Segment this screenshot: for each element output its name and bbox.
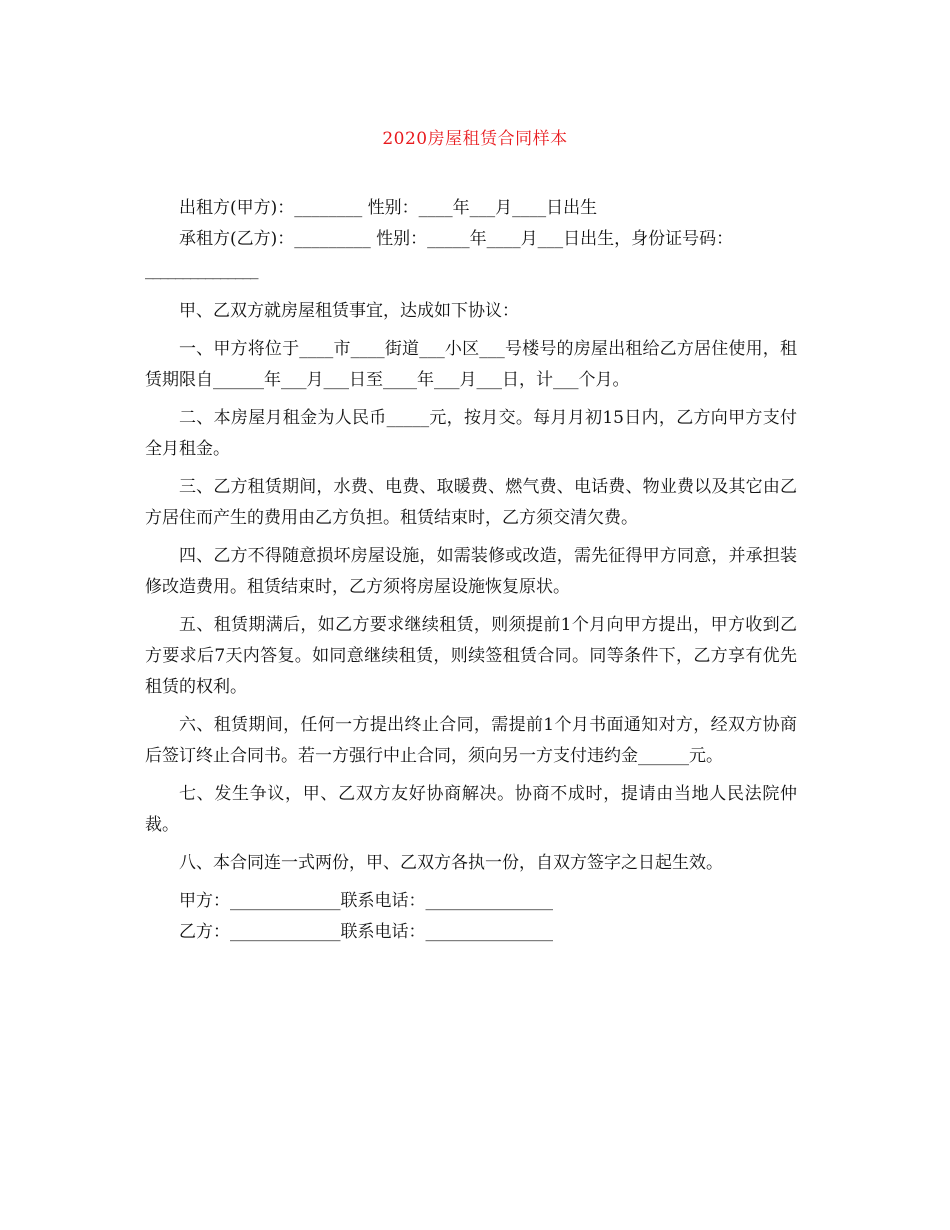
- clause-2: 二、本房屋月租金为人民币_____元，按月交。每月月初15日内，乙方向甲方支付全月租金。: [145, 408, 797, 459]
- party-b-line: 承租方(乙方)：_________ 性别：_____年____月___日出生，身份证号码：: [179, 229, 734, 249]
- contract-body: [145, 193, 797, 948]
- signature-party-a: 甲方：_____________联系电话：_______________: [179, 891, 553, 911]
- clause-5: 五、租赁期满后，如乙方要求继续租赁，则须提前1个月向甲方提出，甲方收到乙方要求后7天内答复。如同意继续租赁，则续签租赁合同。同等条件下，乙方享有优先租赁的权利。: [145, 615, 797, 697]
- contract-intro: 甲、乙双方就房屋租赁事宜，达成如下协议：: [179, 301, 519, 321]
- clause-6: 六、租赁期间，任何一方提出终止合同，需提前1个月书面通知对方，经双方协商后签订终止合同书。若一方强行中止合同，须向另一方支付违约金______元。: [145, 715, 797, 766]
- party-a-line: 出租方(甲方)：________ 性别：____年___月____日出生: [179, 198, 598, 218]
- clause-4: 四、乙方不得随意损坏房屋设施，如需装修或改造，需先征得甲方同意，并承担装修改造费用。租赁结束时，乙方须将房屋设施恢复原状。: [145, 546, 797, 597]
- document-title: 2020房屋租赁合同样本: [382, 129, 568, 149]
- signature-party-b: 乙方：_____________联系电话：_______________: [179, 922, 553, 942]
- clause-8: 八、本合同连一式两份，甲、乙双方各执一份，自双方签字之日起生效。: [179, 853, 723, 873]
- clause-7: 七、发生争议，甲、乙双方友好协商解决。协商不成时，提请由当地人民法院仲裁。: [145, 784, 797, 835]
- clause-1: 一、甲方将位于____市____街道___小区___号楼号的房屋出租给乙方居住使用，租赁期限自______年___月___日至____年___月___日，计___个月。: [145, 339, 797, 390]
- clause-3: 三、乙方租赁期间，水费、电费、取暖费、燃气费、电话费、物业费以及其它由乙方居住而产生的费用由乙方负担。租赁结束时，乙方须交清欠费。: [145, 477, 797, 528]
- id-number-blank: _______________: [145, 260, 258, 280]
